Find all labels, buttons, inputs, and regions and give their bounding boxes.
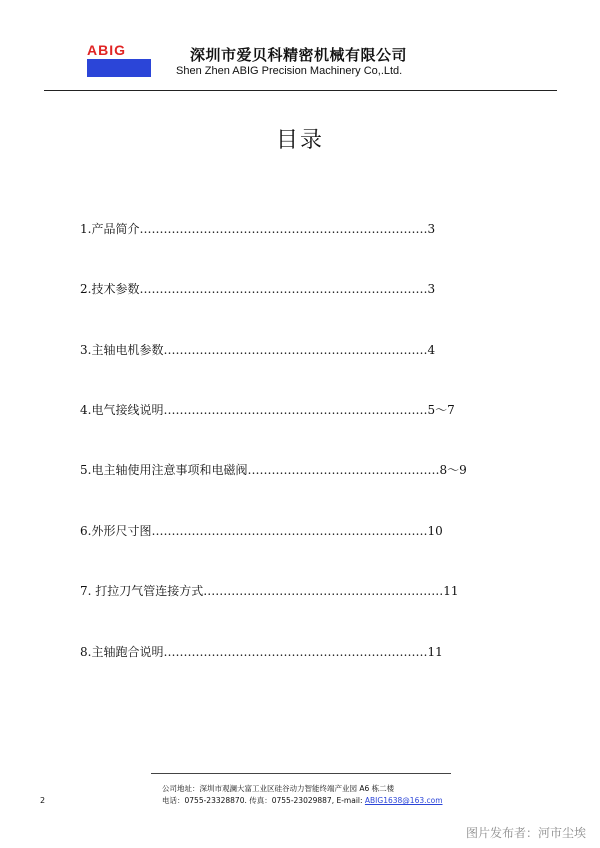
footer-email-link[interactable]: ABIG1638@163.com bbox=[364, 796, 443, 805]
watermark: 图片发布者：河市尘埃 bbox=[465, 826, 586, 840]
toc-entry-label: 3.主轴电机参数 bbox=[80, 343, 164, 357]
header-divider bbox=[44, 90, 557, 91]
toc-entry-page: 4 bbox=[427, 343, 436, 357]
toc-entry-label: 1.产品简介 bbox=[80, 222, 140, 236]
toc-entry-label: 7. 打拉刀气管连接方式 bbox=[80, 584, 204, 598]
toc-entry bbox=[80, 523, 443, 539]
toc-entry-page: 11 bbox=[427, 645, 443, 659]
toc-entry-leader: ……………………………………………………………… bbox=[139, 282, 428, 296]
footer-address: 公司地址：深圳市观澜大富工业区硅谷动力智能终端产业园 A6 栋二楼 bbox=[162, 784, 395, 793]
toc-entry-label: 2.技术参数 bbox=[80, 282, 140, 296]
company-name-en: Shen Zhen ABIG Precision Machinery Co,.Ltd. bbox=[176, 65, 403, 77]
company-name-cn: 深圳市爱贝科精密机械有限公司 bbox=[190, 46, 408, 64]
toc-entry-label: 8.主轴跑合说明 bbox=[80, 645, 164, 659]
toc-entry bbox=[80, 281, 435, 297]
footer-divider bbox=[151, 773, 451, 774]
company-logo bbox=[87, 43, 151, 77]
toc-title: 目录 bbox=[275, 128, 324, 153]
toc-entry bbox=[80, 221, 435, 237]
toc-entry-leader: ………………………………………………………… bbox=[163, 645, 428, 659]
toc-entry-label: 5.电主轴使用注意事项和电磁阀 bbox=[80, 463, 248, 477]
toc-entry-page: 10 bbox=[427, 524, 443, 538]
toc-entry-page: 3 bbox=[427, 222, 436, 236]
toc-entry-leader: ………………………………………………………… bbox=[163, 403, 428, 417]
toc-entry-leader: ………………………………………… bbox=[247, 463, 440, 477]
toc-entry bbox=[80, 342, 435, 358]
toc-entry-leader: …………………………………………………… bbox=[203, 584, 444, 598]
toc-entry-leader: ………………………………………………………… bbox=[163, 343, 428, 357]
toc-entry bbox=[80, 583, 459, 599]
footer-contact bbox=[162, 795, 443, 806]
toc-entry-label: 6.外形尺寸图 bbox=[80, 524, 152, 538]
toc-entry-leader: ……………………………………………………………… bbox=[139, 222, 428, 236]
toc-entry-page: 5～7 bbox=[427, 403, 455, 417]
toc-entry bbox=[80, 644, 443, 660]
toc-entry-page: 3 bbox=[427, 282, 436, 296]
toc-entry-leader: …………………………………………………………… bbox=[151, 524, 428, 538]
logo-bar bbox=[87, 59, 151, 77]
toc-entry bbox=[80, 402, 455, 418]
toc-entry-page: 8～9 bbox=[439, 463, 467, 477]
logo-text: ABIG bbox=[87, 42, 126, 58]
toc-entry-page: 11 bbox=[443, 584, 459, 598]
footer-contact-text: 电话：0755-23328870. 传真：0755-23029887, E-mail: bbox=[162, 796, 365, 805]
toc-entry-label: 4.电气接线说明 bbox=[80, 403, 164, 417]
page-number: 2 bbox=[40, 796, 46, 805]
toc-entry bbox=[80, 462, 467, 478]
